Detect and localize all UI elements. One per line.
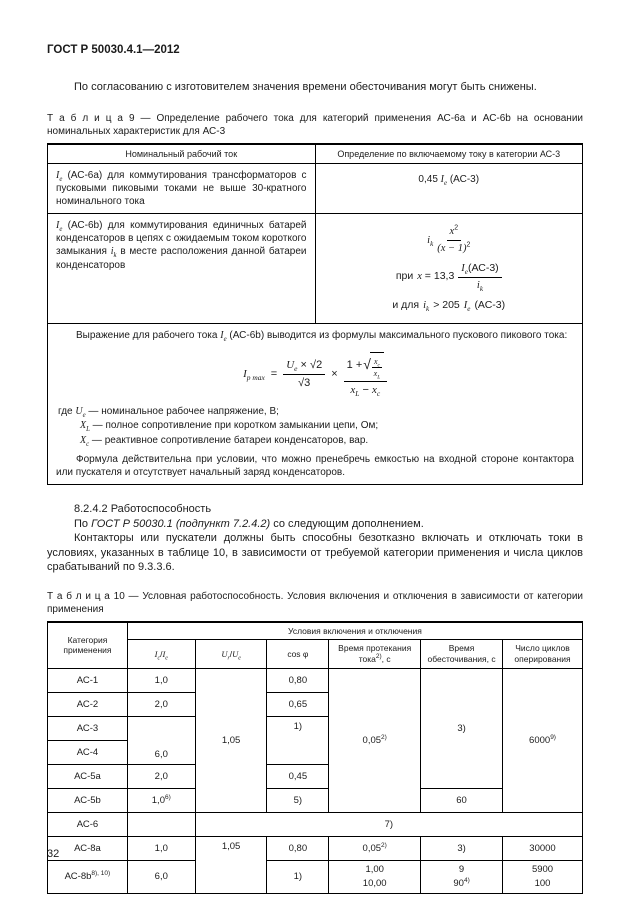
t10-head-off-time: Время обесточивания, с [421,640,503,668]
t10-ac8a-category: АС-8а [48,836,128,860]
t9-ac6a-value: 0,45 $I_e$ (АС-3) [315,163,583,214]
t10-ac8b-category: $АС-8b^{8), 10)}$ [48,860,128,894]
t10-ac2-cos: 0,65 [267,692,329,716]
t10-ac1-ic-ratio: 1,0 [127,668,195,692]
t10-header-row-group [48,622,583,640]
t10-ac3-ac4-ic-ratio: 6,0 [127,716,195,764]
table10 [47,621,583,894]
t10-merged-flow-time: 0,05$^{2)}$ [329,668,421,812]
t9-ac6a-description: $I_e$ (АС-6а) для коммутирования трансформаторов с пусковыми пиковыми токами не выше 30-кратного номинального тока [48,163,316,214]
square-root: √ $\frac{x_c}{x_L}$ [363,352,384,380]
formula-capacitor-current: $i_k$ $\frac{x^2}{(x - 1)^2}$ [427,224,471,254]
t10-ac6-ic-ratio-empty [127,812,195,836]
t9-row-ac6a [48,163,583,214]
peak-current-formula: $I_{p max}$ = $\frac{U_e \times √2}{√3}$ × 1 + √ $\frac{x_c}{x_L}$ $x_L - x_c$ [56,352,574,398]
t10-merged-voltage-ratio: 1,05 [195,668,267,812]
table9-caption-text: — Определение рабочего тока для категорий применения АС-6а и АС-6b на основании номинальных характеристик для АС-3 [47,112,584,137]
t10-ac8b-off-time: 9 90$^{4)}$ [421,860,503,894]
t10-ac1-category: АС-1 [48,668,128,692]
t10-ac2-category: АС-2 [48,692,128,716]
t10-merged-off-time: 3) [421,668,503,788]
t10-ac8-voltage-ratio: 1,05 [195,836,267,894]
page-number: 32 [47,848,60,860]
t10-ac5b-category: АС-5b [48,788,128,812]
formula-x-definition: при x = 13,3 $\frac{I_e(АС-3)}{i_k}$ [324,262,575,293]
t10-ac8a-cos: 0,80 [267,836,329,860]
note-validity: Формула действительна при условии, что можно пренебречь емкостью на входной стороне контактора или пускателя и отсутствует начальный заряд конденсаторов. [56,453,574,478]
fraction: $\frac{I_e(АС-3)}{i_k}$ [458,262,501,293]
t10-row-ac8b [48,860,583,894]
symbol-definitions [58,405,574,447]
t10-ac5b-cos: 5) [267,788,329,812]
definition-xl: $X_L$ — полное сопротивление при коротком замыкании цепи, Ом; [80,420,379,434]
t10-ac3-category: АС-3 [48,716,128,740]
t10-head-ur-ue: $U_r/U_e$ [195,640,267,668]
t10-ac8a-cycles: 30000 [503,836,583,860]
t10-ac5a-cos: 0,45 [267,764,329,788]
section-paragraph-requirements: Контакторы или пускатели должны быть способны безотказно включать и отключать токи в условиях, указанных в таблице 10, в зависимости от требуемой категории применения и числа циклов срабатываний по 9.3.3.6. [47,532,583,574]
t10-ac8a-flow-time: 0,05$^{2)}$ [329,836,421,860]
note-intro: Выражение для рабочего тока $I_e$ (АС-6b) выводится из формулы максимального пускового пикового тока: [76,330,568,344]
t10-ac1-cos: 0,80 [267,668,329,692]
fraction: 1 + √ $\frac{x_c}{x_L}$ $x_L - x_c$ [344,352,387,398]
t10-ac8b-flow-time: 1,00 10,00 [329,860,421,894]
definition-ue: где $U_e$ — номинальное рабочее напряжение, В; [58,406,279,420]
t10-head-conditions-group: Условия включения и отключения [127,622,582,640]
t10-ac8a-off-time: 3) [421,836,503,860]
t10-ac8b-cycles: 5900 100 [503,860,583,894]
definition-xc: $X_c$ — реактивное сопротивление батареи конденсаторов, вар. [80,434,369,448]
t9-header-row [48,144,583,164]
table10-caption-label: Т а б л и ц а 10 [47,590,125,602]
fraction: $\frac{x^2}{(x - 1)^2}$ [437,224,471,254]
t10-ac8b-ic-ratio: 6,0 [127,860,195,894]
table9-caption [47,112,583,138]
t10-ac6-category: АС-6 [48,812,128,836]
t10-ac4-category: АС-4 [48,740,128,764]
section-paragraph-ref: По ГОСТ Р 50030.1 (подпункт 7.2.4.2) со следующим дополнением. [74,517,424,530]
t10-ac8a-ic-ratio: 1,0 [127,836,195,860]
t10-ac5a-ic-ratio: 2,0 [127,764,195,788]
t10-header-row-columns [48,640,583,668]
table10-caption-text: — Условная работоспособность. Условия включения и отключения в зависимости от категории применения [47,590,583,615]
t10-ac2-ic-ratio: 2,0 [127,692,195,716]
t10-head-current-flow-time: Время протекания тока$^{2)}$, с [329,640,421,668]
t10-row-ac1 [48,668,583,692]
t9-head-ac3-definition: Определение по включаемому току в категории АС-3 [315,144,583,164]
t10-head-cycles: Число циклов оперирования [503,640,583,668]
t10-ac5b-ic-ratio: 1,0$^{6)}$ [127,788,195,812]
doc-header: ГОСТ Р 50030.4.1—2012 [47,44,180,56]
t10-ac8b-cos: 1) [267,860,329,894]
t9-ac6b-formulas [315,214,583,324]
t9-ac6b-description: $I_e$ (АС-6b) для коммутирования единичных батарей конденсаторов в цепях с ожидаемым током короткого замыкания $i_k$ в месте расположения данной батареи конденсаторов [48,214,316,324]
table10-caption [47,590,583,616]
t10-ac5b-off-time: 60 [421,788,503,812]
table9-caption-label: Т а б л и ц а 9 [47,112,135,124]
t9-head-nominal-current: Номинальный рабочий ток [48,144,316,164]
table9 [47,143,583,486]
t10-ac3-ac4-cos: 1) [267,716,329,764]
t10-row-ac6 [48,812,583,836]
t10-row-ac5b [48,788,583,812]
t9-row-ac6b [48,214,583,324]
t9-note [48,324,583,485]
formula-current-limit: и для $i_k$ > 205 $I_e$ (АС-3) [392,298,506,313]
fraction: $\frac{U_e \times √2}{√3}$ [283,358,325,390]
t10-head-category: Категория применения [48,622,128,668]
t10-merged-cycles: 6000$^{9)}$ [503,668,583,812]
t10-ac5a-category: АС-5а [48,764,128,788]
intro-paragraph: По согласованию с изготовителем значения времени обесточивания могут быть снижены. [74,81,537,93]
t10-row-ac8a [48,836,583,860]
t9-note-row [48,324,583,485]
section-heading: 8.2.4.2 Работоспособность [74,503,212,516]
t10-head-ic-ie: $I_c/I_e$ [127,640,195,668]
t10-ac6-conditions-footnote: 7) [195,812,582,836]
referenced-standard: ГОСТ Р 50030.1 (подпункт 7.2.4.2) [91,517,271,530]
t10-head-cos-phi: cos φ [267,640,329,668]
